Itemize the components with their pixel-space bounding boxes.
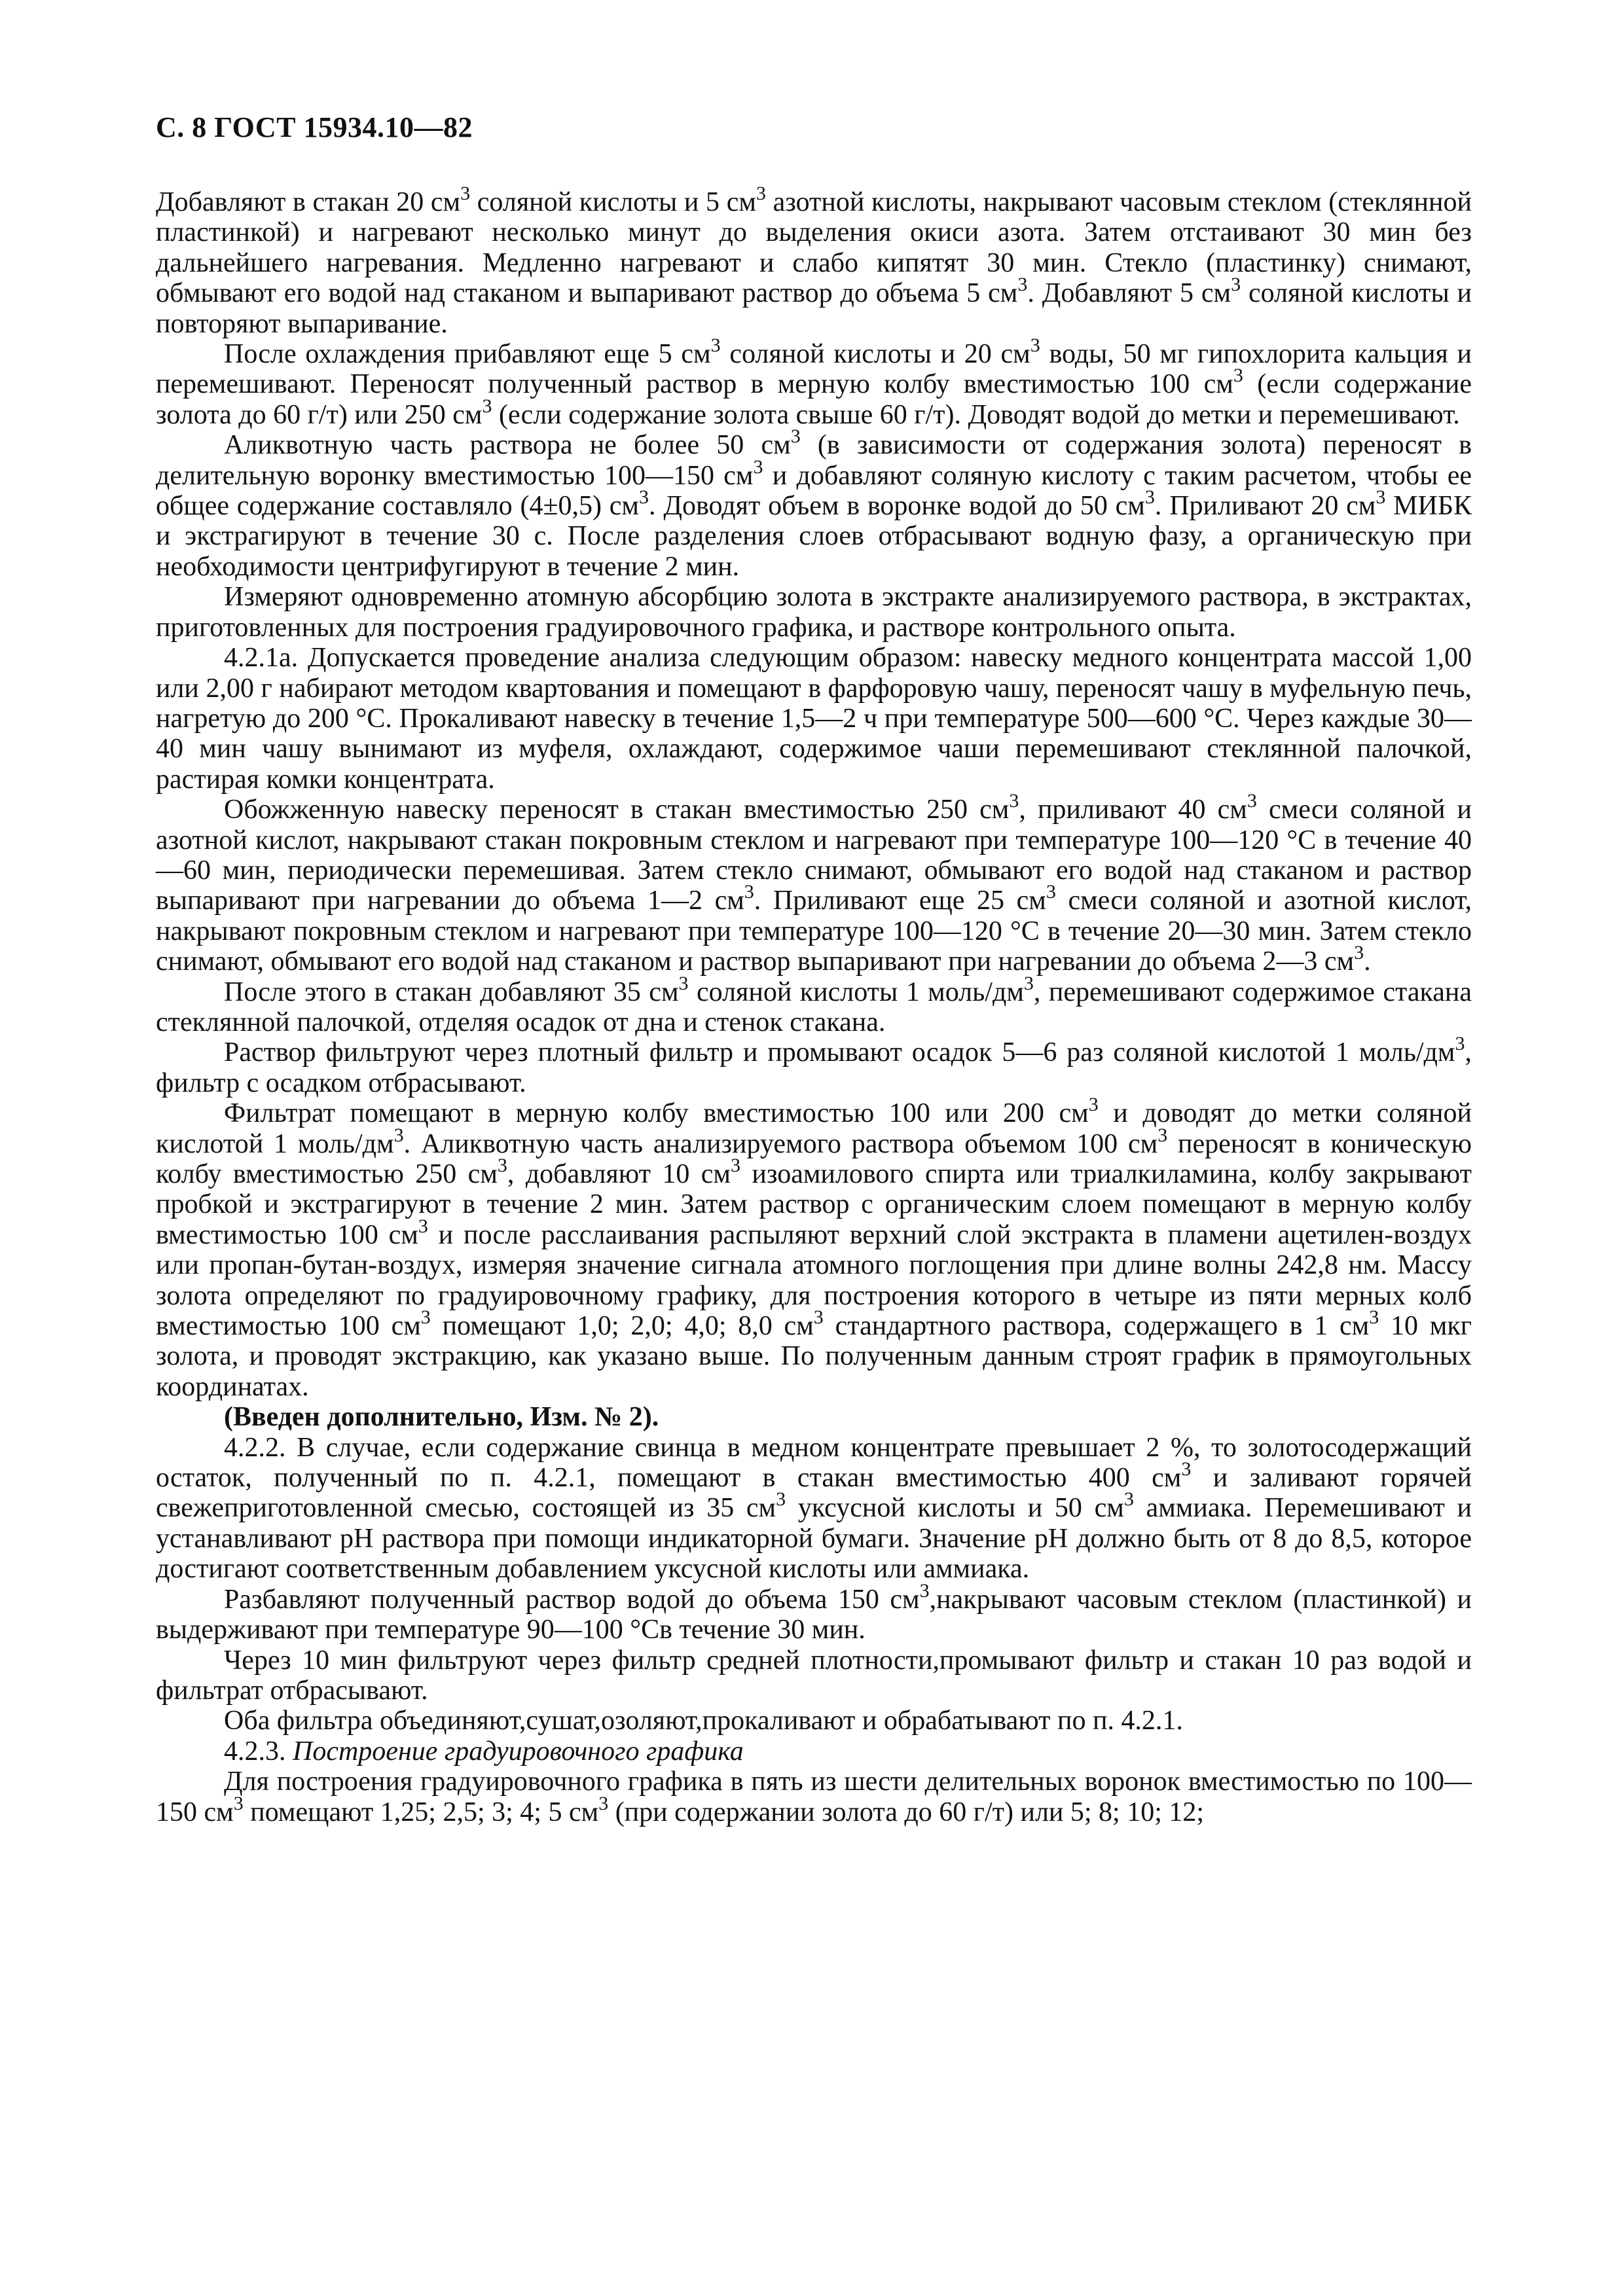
- text-run: (при содержании золота до 60 г/т) или 5; 8; 10; 12;: [608, 1797, 1205, 1827]
- superscript: 3: [790, 425, 801, 448]
- superscript: 3: [710, 334, 721, 357]
- text-run: , добавляют 10 см: [507, 1159, 731, 1189]
- superscript: 3: [1354, 942, 1364, 964]
- text-run: Обожженную навеску переносят в стакан вместимостью 250 см: [224, 795, 1010, 825]
- superscript: 3: [1030, 334, 1040, 357]
- superscript: 3: [1369, 1306, 1379, 1329]
- text-run: . Добавляют 5 см: [1027, 278, 1231, 309]
- text-run: стандартного раствора, содержащего в 1 см: [823, 1311, 1370, 1342]
- paragraph: [156, 1402, 1472, 1432]
- superscript: 3: [1376, 486, 1386, 509]
- text-run: соляной кислоты и повторяют выпаривание.: [156, 278, 1472, 339]
- text-run: и заливают горячей свежеприготовленной смесью, состоящей из 35 см: [156, 1463, 1472, 1524]
- document-body: [156, 183, 1472, 1827]
- paragraph: [156, 790, 1472, 977]
- superscript: 3: [1158, 1124, 1168, 1146]
- text-run: смеси соляной и азотной кислот, накрывают стакан покровным стеклом и нагревают при температуре 100—120 °С в течение 40—60 мин, периодически перемешивая. Затем стекло снимают, обмывают его водой над стаканом и раствор выпаривают при нагревании до объема 1—2 см: [156, 795, 1472, 916]
- paragraph: [156, 425, 1472, 582]
- text-run: Через 10 мин фильтруют через фильтр средней плотности,промывают фильтр и стакан 10 раз водой и фильтрат отбрасывают.: [156, 1645, 1472, 1706]
- text-run: соляной кислоты и 5 см: [470, 187, 756, 217]
- superscript: 3: [813, 1306, 824, 1329]
- text-run: После этого в стакан добавляют 35 см: [224, 977, 679, 1007]
- text-run: соляной кислоты 1 моль/дм: [688, 977, 1024, 1007]
- superscript: 3: [1123, 1488, 1134, 1511]
- superscript: 3: [420, 1306, 431, 1329]
- superscript: 3: [460, 183, 471, 204]
- text-run: азотной кислоты, накрывают часовым стеклом (стеклянной пластинкой) и нагревают несколько минут до выделения окиси азота. Затем отстаивают 30 мин без дальнейшего нагревания. Медленно нагревают и слабо кипятят 30 мин. Стекло (пластинку) снимают, обмывают его водой над стаканом и выпаривают раствор до объема 5 см: [156, 187, 1472, 309]
- text-run: . Приливают 20 см: [1154, 491, 1376, 522]
- text-run: уксусной кислоты и 50 см: [786, 1493, 1124, 1524]
- paragraph: [156, 1433, 1472, 1585]
- text-run: , фильтр с осадком отбрасывают.: [156, 1037, 1472, 1098]
- superscript: 3: [1247, 790, 1257, 812]
- text-run: (если содержание золота до 60 г/т) или 250 см: [156, 369, 1472, 430]
- text-run: Добавляют в стакан 20 см: [156, 187, 461, 217]
- text-run: соляной кислоты и 20 см: [720, 339, 1030, 370]
- superscript: 3: [1455, 1033, 1465, 1055]
- paragraph: [156, 582, 1472, 643]
- superscript: 3: [418, 1215, 428, 1237]
- superscript: 3: [756, 183, 766, 204]
- superscript: 3: [482, 395, 492, 417]
- text-run: 4.2.1а. Допускается проведение анализа следующим образом: навеску медного концентрата массой 1,00 или 2,00 г набирают методом квартования и помещают в фарфоровую чашу, переносят чашу в муфельную печь, нагретую до 200 °С. Прокаливают навеску в течение 1,5—2 ч при температуре 500—600 °С. Через каждые 30—40 мин чашу вынимают из муфеля, охлаждают, содержимое чаши перемешивают стеклянной палочкой, растирая комки концентрата.: [156, 643, 1472, 795]
- text-run: 10 мкг золота, и проводят экстракцию, как указано выше. По полученным данным строят график в прямоугольных координатах.: [156, 1311, 1472, 1402]
- paragraph: [156, 1645, 1472, 1706]
- paragraph: [156, 1736, 1472, 1767]
- superscript: 3: [730, 1155, 740, 1176]
- text-run: смеси соляной и азотной кислот, накрывают покровным стеклом и нагревают при температуре 100—120 °С в течение 20—30 мин. Затем стекло снимают, обмывают его водой над стаканом и раствор выпаривают при нагревании до объема 2—3 см: [156, 886, 1472, 977]
- text-run: изоамилового спирта или триалкиламина, колбу закрывают пробкой и экстрагируют в течение 2 мин. Затем раствор с органическим слоем помещают в мерную колбу вместимостью 100 см: [156, 1159, 1472, 1250]
- text-run: помещают 1,0; 2,0; 4,0; 8,0 см: [430, 1311, 814, 1342]
- text-run: ,накрывают часовым стеклом (пластинкой) и выдерживают при температуре 90—100 °Св течение 30 мин.: [156, 1584, 1472, 1645]
- text-run: , приливают 40 см: [1019, 795, 1247, 825]
- superscript: 3: [1009, 790, 1019, 812]
- paragraph: [156, 183, 1472, 339]
- page-header: С. 8 ГОСТ 15934.10—82: [156, 111, 473, 143]
- text-run: . Доводят объем в воронке водой до 50 см: [649, 491, 1145, 522]
- paragraph: [156, 1579, 1472, 1645]
- text-run: переносят в коническую колбу вместимостью 250 см: [156, 1128, 1472, 1189]
- paragraph: [156, 334, 1472, 430]
- text-run: (Введен дополнительно, Изм. № 2).: [224, 1402, 659, 1433]
- text-run: Аликвотную часть раствора не более 50 см: [224, 430, 791, 461]
- superscript: 3: [1017, 274, 1028, 296]
- paragraph: [156, 1094, 1472, 1402]
- text-run: .: [1364, 946, 1371, 977]
- paragraph: [156, 972, 1472, 1038]
- text-run: и добавляют соляную кислоту с таким расчетом, чтобы ее общее содержание составляло (4±0,5) см: [156, 460, 1472, 522]
- superscript: 3: [1023, 972, 1034, 994]
- text-run: воды, 50 мг гипохлорита кальция и перемешивают. Переносят полученный раствор в мерную колбу вместимостью 100 см: [156, 339, 1472, 400]
- text-run: Разбавляют полученный раствор водой до объема 150 см: [224, 1584, 920, 1615]
- text-run: Фильтрат помещают в мерную колбу вместимостью 100 или 200 см: [224, 1098, 1089, 1129]
- text-run: . Аликвотную часть анализируемого раствора объемом 100 см: [403, 1128, 1158, 1159]
- text-run: Раствор фильтруют через плотный фильтр и промывают осадок 5—6 раз соляной кислотой 1 моль/дм: [224, 1037, 1455, 1068]
- text-run: 4.2.2. В случае, если содержание свинца в медном концентрате превышает 2 %, то золотосодержащий остаток, полученный по п. 4.2.1, помещают в стакан вместимостью 400 см: [156, 1432, 1472, 1494]
- superscript: 3: [919, 1579, 930, 1602]
- paragraph: [156, 643, 1472, 795]
- superscript: 3: [1181, 1458, 1192, 1480]
- text-run: аммиака. Перемешивают и устанавливают pH раствора при помощи индикаторной бумаги. Значение pH должно быть от 8 до 8,5, которое достигают соответственным добавлением уксусной кислоты или аммиака.: [156, 1493, 1472, 1585]
- text-run: МИБК и экстрагируют в течение 30 с. После разделения слоев отбрасывают водную фазу, а органическую при необходимости центрифугируют в течение 2 мин.: [156, 491, 1472, 582]
- text-run: и после расслаивания распыляют верхний слой экстракта в пламени ацетилен-воздух или пропан-бутан-воздух, измеряя значение сигнала атомного поглощения при длине волны 242,8 нм. Массу золота определяют по градуировочному графику, для построения которого в четыре из пяти мерных колб вместимостью 100 см: [156, 1219, 1472, 1342]
- superscript: 3: [233, 1792, 244, 1814]
- superscript: 3: [678, 972, 689, 994]
- superscript: 3: [1144, 486, 1155, 509]
- superscript: 3: [753, 456, 763, 478]
- text-run: помещают 1,25; 2,5; 3; 4; 5 см: [243, 1797, 599, 1827]
- document-page: [156, 111, 1472, 1827]
- paragraph: [156, 1706, 1472, 1736]
- superscript: 3: [393, 1124, 404, 1146]
- superscript: 3: [598, 1792, 609, 1814]
- text-run: и доводят до метки соляной кислотой 1 моль/дм: [156, 1098, 1472, 1159]
- text-run: (если содержание золота свыше 60 г/т). Доводят водой до метки и перемешивают.: [492, 399, 1460, 430]
- text-run: Для построения градуировочного графика в пять из шести делительных воронок вместимостью по 100—150 см: [156, 1767, 1472, 1827]
- superscript: 3: [1046, 881, 1056, 903]
- superscript: 3: [1231, 274, 1241, 296]
- text-run: Оба фильтра объединяют,сушат,озоляют,прокаливают и обрабатывают по п. 4.2.1.: [224, 1706, 1183, 1736]
- text-run: Измеряют одновременно атомную абсорбцию золота в экстракте анализируемого раствора, в экстрактах, приготовленных для построения градуировочного графика, и растворе контрольного опыта.: [156, 582, 1472, 643]
- superscript: 3: [744, 881, 754, 903]
- text-run: Построение градуировочного графика: [293, 1736, 744, 1767]
- superscript: 3: [497, 1155, 507, 1176]
- text-run: , перемешивают содержимое стакана стеклянной палочкой, отделяя осадок от дна и стенок стакана.: [156, 977, 1472, 1037]
- superscript: 3: [1233, 365, 1243, 387]
- text-run: . Приливают еще 25 см: [754, 886, 1046, 916]
- text-run: (в зависимости от содержания золота) переносят в делительную воронку вместимостью 100—150 см: [156, 430, 1472, 491]
- superscript: 3: [639, 486, 649, 509]
- text-run: 4.2.3.: [224, 1736, 293, 1767]
- superscript: 3: [776, 1488, 786, 1511]
- paragraph: [156, 1033, 1472, 1098]
- superscript: 3: [1088, 1094, 1099, 1116]
- paragraph: [156, 1767, 1472, 1827]
- text-run: После охлаждения прибавляют еще 5 см: [224, 339, 711, 370]
